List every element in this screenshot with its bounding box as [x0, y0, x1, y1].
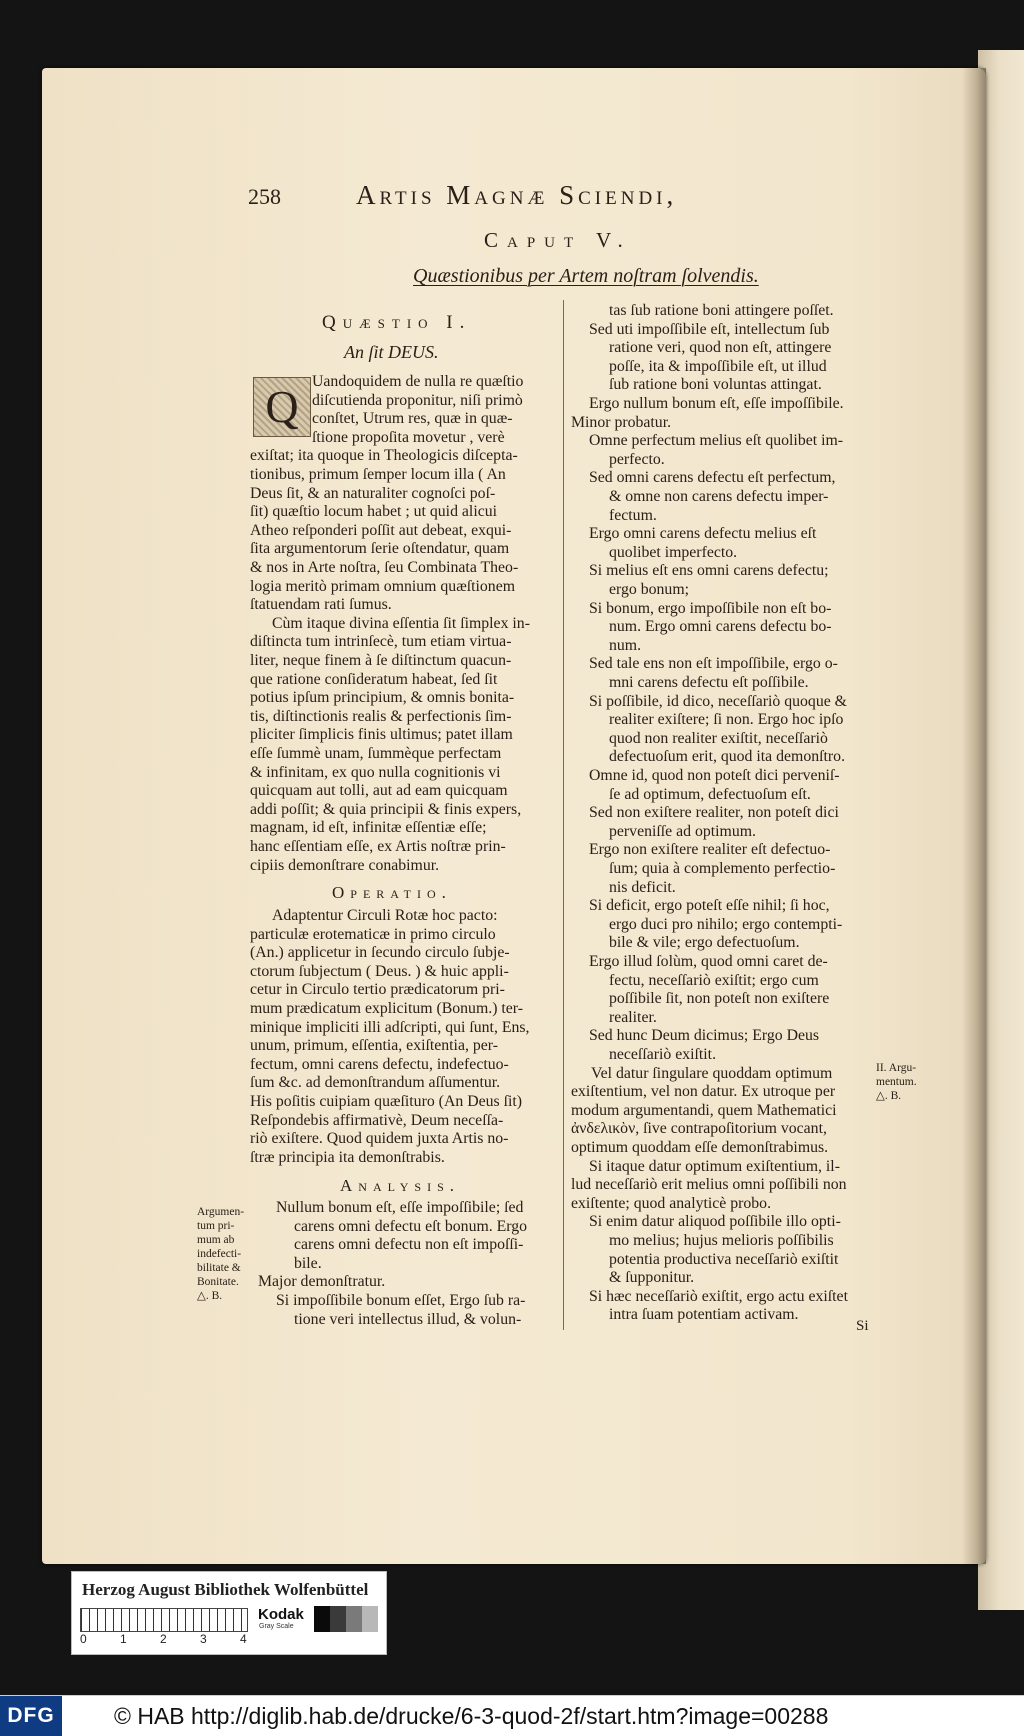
chapter-heading: Caput V.	[484, 228, 632, 252]
text-line: tione veri intellectus illud, & volun-	[294, 1310, 522, 1328]
ruler-number: 1	[120, 1632, 127, 1646]
text-line: quicquam aut tolli, aut ad eam quicquam	[250, 782, 508, 800]
text-line: Sed hunc Deum dicimus; Ergo Deus	[589, 1027, 820, 1045]
text-line: exiſtentium, vel non datur. Ex utroque per	[571, 1083, 836, 1101]
text-line: realiter exiſtere; ſi non. Ergo hoc ipſo	[609, 711, 844, 729]
text-line: minique impliciti illi adſcripti, qui ſunt, Ens,	[250, 1018, 530, 1036]
operatio-heading: Operatio.	[332, 883, 452, 902]
text-line: ſtione propoſita movetur , verè	[312, 428, 505, 446]
institution-name: Herzog August Bibliothek Wolfenbüttel	[82, 1580, 369, 1599]
ruler-number: 2	[160, 1632, 167, 1646]
text-line: conſtet, Utrum res, quæ in quæ-	[312, 410, 513, 428]
text-line: Si impoſſibile bonum eſſet, Ergo ſub ra-	[276, 1292, 526, 1309]
text-line: realiter.	[609, 1008, 657, 1026]
text-line: Si deficit, ergo poteſt eſſe nihil; ſi hoc,	[589, 897, 830, 915]
text-line: ἀνδελικὸν, ſive contrapoſitorium vocant,	[571, 1120, 827, 1138]
text-line: Minor probatur.	[571, 413, 672, 431]
text-line: Sed uti impoſſibile eſt, intellectum ſub	[589, 320, 830, 338]
text-line: Ergo nullum bonum eſt, eſſe impoſſibile.	[589, 395, 844, 412]
text-line: ctorum ſubjectum ( Deus. ) & huic appli-	[250, 962, 509, 980]
text-line: Ergo illud ſolùm, quod omni caret de-	[589, 953, 828, 970]
column-divider	[563, 300, 564, 1330]
text-line: ratione veri, quod non eſt, attingere	[609, 339, 832, 357]
text-line: & omne non carens defectu imper-	[609, 488, 829, 505]
catchword: Si	[856, 1318, 869, 1334]
text-line: num. Ergo omni carens defectu bo-	[609, 618, 832, 636]
brand-label: Kodak	[258, 1606, 304, 1623]
text-line: tas ſub ratione boni attingere poſſet.	[609, 302, 834, 319]
text-line: Si poſſibile, id dico, neceſſariò quoque &	[589, 692, 847, 710]
margin-note-line: tum pri-	[197, 1220, 235, 1232]
chapter-subtitle: Quæstionibus per Artem noſtram ſolvendis.	[413, 265, 759, 287]
page-number: 258	[248, 184, 281, 209]
text-line: ergo duci pro nihilo; ergo contempti-	[609, 915, 843, 933]
gutter-shadow	[962, 68, 986, 1564]
text-line: quod non realiter exiſtit, neceſſariò	[609, 729, 828, 747]
text-line: ſita argumentorum ſerie oſtendatur, quam	[250, 540, 510, 558]
margin-note-line: mentum.	[876, 1076, 917, 1088]
text-line: Cùm itaque divina eſſentia ſit ſimplex in-	[272, 614, 530, 632]
text-line: logia meritò primam omnium quæſtionem	[250, 577, 516, 595]
viewer-footer	[0, 1695, 1024, 1736]
gray-patch	[362, 1606, 378, 1632]
analysis-heading: Analysis.	[340, 1176, 460, 1195]
text-line: Ergo non exiſtere realiter eſt defectuo-	[589, 841, 831, 859]
text-line: & infinitam, ex quo nulla cognitionis vi	[250, 763, 501, 781]
text-line: Uandoquidem de nulla re quæſtio	[312, 373, 524, 390]
dfg-logo[interactable]: DFG	[0, 1696, 62, 1736]
text-line: optimum quoddam eſſe demonſtrabimus.	[571, 1139, 829, 1156]
text-line: Omne id, quod non poteſt dici perveniſ-	[589, 767, 840, 784]
text-line: Deus ſit, & an naturaliter cognoſci poſ-	[250, 484, 496, 502]
text-line: ergo bonum;	[609, 581, 690, 598]
text-line: perveniſſe ad optimum.	[609, 822, 756, 840]
measurement-ruler	[80, 1608, 248, 1632]
text-line: cipiis demonſtrare conabimur.	[250, 856, 440, 874]
text-line: ſit) quæſtio locum habet ; ut quid alicui	[250, 503, 498, 521]
text-line: diſcutienda proponitur, niſi primò	[312, 391, 523, 409]
text-line: bile & vile; ergo defectuoſum.	[609, 934, 800, 952]
text-line: (An.) applicetur in ſecundo circulo ſubje-	[250, 944, 510, 962]
text-line: Nullum bonum eſt, eſſe impoſſibile; ſed	[276, 1199, 524, 1216]
text-line: riò exiſtere. Quod quidem juxta Artis no-	[250, 1130, 509, 1148]
text-line: diſtincta tum intrinſecè, tum etiam virtua-	[250, 633, 512, 651]
text-line: Si enim datur aliquod poſſibile illo opti-	[589, 1213, 841, 1231]
text-line: unum, primum, eſſentia, exiſtentia, per-	[250, 1037, 498, 1055]
text-line: mni carens defectu eſt poſſibile.	[609, 674, 809, 691]
text-line: carens omni defectu non eſt impoſſi-	[294, 1236, 524, 1254]
text-line: liter, neque finem à ſe diſtinctum quacun-	[250, 652, 512, 669]
color-scale-card	[71, 1571, 387, 1655]
gray-patch	[346, 1606, 362, 1632]
text-line: fectu, neceſſariò exiſtit; ergo cum	[609, 971, 819, 989]
text-line: His poſitis cuipiam quæſituro (An Deus ſit)	[250, 1093, 523, 1110]
text-line: que ratione conſideratum habeat, ſed ſit	[250, 670, 498, 688]
text-line: Omne perfectum melius eſt quolibet im-	[589, 432, 843, 450]
text-line: & nos in Arte noſtra, ſeu Combinata Theo-	[250, 559, 519, 576]
copyright-link[interactable]: © HAB http://diglib.hab.de/drucke/6-3-quod-2f/start.htm?image=00288	[114, 1703, 829, 1729]
gray-scale-strip	[314, 1606, 378, 1632]
text-line: eſſe ſummè unam, ſummèque perfectam	[250, 745, 502, 762]
text-line: modum argumentandi, quem Mathematici	[571, 1101, 837, 1119]
text-line: ſtræ principia ita demonſtrabis.	[250, 1148, 445, 1166]
text-line: quolibet imperfecto.	[609, 543, 738, 561]
text-line: poſſe, ita & impoſſibile eſt, ut illud	[609, 357, 827, 375]
text-line: tionibus, primum ſemper locum illa ( An	[250, 466, 506, 483]
text-line: Reſpondebis affirmativè, Deum neceſſa-	[250, 1111, 504, 1129]
text-line: perfecto.	[609, 450, 665, 468]
text-line: bile.	[294, 1254, 322, 1272]
text-line: Vel datur ſingulare quoddam optimum	[591, 1064, 833, 1082]
ruler-number: 3	[200, 1632, 207, 1646]
ruler-number: 0	[80, 1632, 87, 1646]
text-line: ſum; quia à complemento perfectio-	[609, 860, 836, 877]
text-line: cetur in Circulo tertio prædicatorum pri-	[250, 981, 505, 999]
gray-patch	[314, 1606, 330, 1632]
text-line: ſub ratione boni voluntas attingat.	[609, 376, 822, 394]
margin-note-line: bilitate &	[197, 1262, 241, 1274]
product-label: Gray Scale	[259, 1623, 294, 1630]
text-line: nis deficit.	[609, 878, 676, 896]
ruler-number: 4	[240, 1632, 247, 1646]
text-line: & ſupponitur.	[609, 1269, 695, 1287]
text-line: exiſtente; quod analyticè probo.	[571, 1194, 772, 1212]
text-line: Adaptentur Circuli Rotæ hoc pacto:	[272, 907, 498, 924]
margin-note-line: △. B.	[197, 1290, 223, 1302]
margin-note-line: indefecti-	[197, 1248, 242, 1260]
text-line: Ergo omni carens defectu melius eſt	[589, 525, 817, 543]
text-line: Atheo reſponderi poſſit aut debeat, exqui-	[250, 521, 512, 539]
text-line: potentia productiva neceſſariò exiſtit	[609, 1250, 839, 1268]
margin-note-line: Bonitate.	[197, 1276, 239, 1288]
text-line: particulæ erotematicæ in primo circulo	[250, 925, 496, 943]
text-line: carens omni defectu eſt bonum. Ergo	[294, 1217, 528, 1235]
text-line: pliciter ſimplicis finis ultimus; patet illam	[250, 726, 513, 744]
text-line: intra ſuam potentiam activam.	[609, 1306, 799, 1324]
text-line: lud neceſſariò erit melius omni poſſibili non	[571, 1176, 847, 1194]
quaestio-heading: Quæstio I.	[322, 312, 472, 333]
text-line: neceſſariò exiſtit.	[609, 1046, 717, 1063]
text-line: ſtatuendam rati ſumus.	[250, 596, 392, 614]
text-line: potius ipſum principium, & omnis bonita-	[250, 689, 515, 707]
text-line: ſum &c. ad demonſtrandum aſſumentur.	[250, 1074, 501, 1092]
text-line: addi poſſit; & quia principii & finis expers,	[250, 800, 522, 818]
drop-cap-initial: Q	[253, 377, 311, 437]
text-line: mum prædicatum explicitum (Bonum.) ter-	[250, 1000, 524, 1017]
question-title: An ſit DEUS.	[344, 342, 439, 362]
text-line: exiſtat; ita quoque in Theologicis diſcepta-	[250, 447, 518, 465]
margin-note-line: Argumen-	[197, 1206, 245, 1218]
text-line: Si itaque datur optimum exiſtentium, il-	[589, 1157, 840, 1175]
text-line: Si bonum, ergo impoſſibile non eſt bo-	[589, 599, 832, 617]
text-line: mo melius; hujus melioris poſſibilis	[609, 1232, 834, 1249]
running-title: Artis Magnæ Sciendi,	[356, 180, 678, 210]
text-line: Sed omni carens defectu eſt perfectum,	[589, 469, 836, 487]
gray-patch	[330, 1606, 346, 1632]
text-line: Sed non exiſtere realiter, non poteſt dici	[589, 804, 839, 822]
margin-note-line: mum ab	[197, 1234, 235, 1246]
text-line: Si hæc neceſſariò exiſtit, ergo actu exiſtet	[589, 1287, 848, 1305]
text-line: hanc eſſentiam eſſe, ex Artis noſtræ prin-	[250, 838, 506, 855]
text-line: Si melius eſt ens omni carens defectu;	[589, 562, 829, 580]
text-line: num.	[609, 636, 642, 654]
text-line: fectum, omni carens defectu, indefectuo-	[250, 1055, 509, 1073]
text-line: fectum.	[609, 506, 657, 524]
text-line: magnam, id eſt, infinitæ eſſentiæ eſſe;	[250, 819, 487, 837]
text-line: tis, diſtinctionis realis & perfectionis ſim-	[250, 707, 512, 725]
text-line: defectuoſum erit, quod ita demonſtro.	[609, 748, 846, 766]
text-line: poſſibile ſit, non poteſt non exiſtere	[609, 990, 830, 1008]
text-line: Sed tale ens non eſt impoſſibile, ergo o-	[589, 655, 838, 673]
margin-note-line: △. B.	[876, 1090, 902, 1102]
text-line: ſe ad optimum, defectuoſum eſt.	[609, 785, 811, 803]
text-line: Major demonſtratur.	[258, 1273, 386, 1291]
margin-note-line: II. Argu-	[876, 1062, 917, 1074]
